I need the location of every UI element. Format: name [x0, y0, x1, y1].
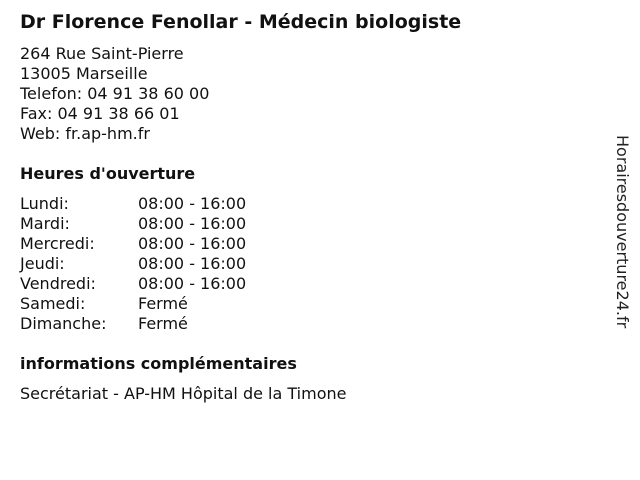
hours-day: Mercredi: — [20, 234, 95, 253]
opening-hours-heading: Heures d'ouverture — [20, 164, 196, 183]
fax-number: Fax: 04 91 38 66 01 — [20, 104, 180, 123]
page-title: Dr Florence Fenollar - Médecin biologiste — [20, 11, 462, 33]
hours-row-friday — [20, 274, 246, 294]
hours-time: 08:00 - 16:00 — [138, 274, 247, 293]
hours-row-wednesday — [20, 234, 246, 254]
hours-time: Fermé — [138, 294, 188, 313]
hours-time: 08:00 - 16:00 — [138, 214, 247, 233]
hours-time: 08:00 - 16:00 — [138, 234, 247, 253]
hours-time: 08:00 - 16:00 — [138, 194, 247, 213]
address-city: 13005 Marseille — [20, 64, 148, 83]
hours-row-thursday — [20, 254, 246, 274]
hours-day: Vendredi: — [20, 274, 96, 293]
contact-block — [20, 44, 209, 144]
hours-day: Dimanche: — [20, 314, 107, 333]
hours-row-tuesday — [20, 214, 246, 234]
hours-day: Mardi: — [20, 214, 70, 233]
hours-row-saturday — [20, 294, 246, 314]
hours-row-sunday — [20, 314, 246, 334]
website-link[interactable]: Web: fr.ap-hm.fr — [20, 124, 150, 143]
hours-time: 08:00 - 16:00 — [138, 254, 247, 273]
additional-info-heading: informations complémentaires — [20, 354, 297, 373]
hours-day: Jeudi: — [20, 254, 65, 273]
hours-day: Samedi: — [20, 294, 86, 313]
additional-info-text: Secrétariat - AP-HM Hôpital de la Timone — [20, 384, 347, 403]
hours-day: Lundi: — [20, 194, 69, 213]
address-street: 264 Rue Saint-Pierre — [20, 44, 184, 63]
hours-time: Fermé — [138, 314, 188, 333]
phone-number[interactable]: Telefon: 04 91 38 60 00 — [20, 84, 210, 103]
hours-row-monday — [20, 194, 246, 214]
site-watermark: Horairesdouverture24.fr — [613, 135, 632, 329]
opening-hours-table — [20, 194, 246, 334]
